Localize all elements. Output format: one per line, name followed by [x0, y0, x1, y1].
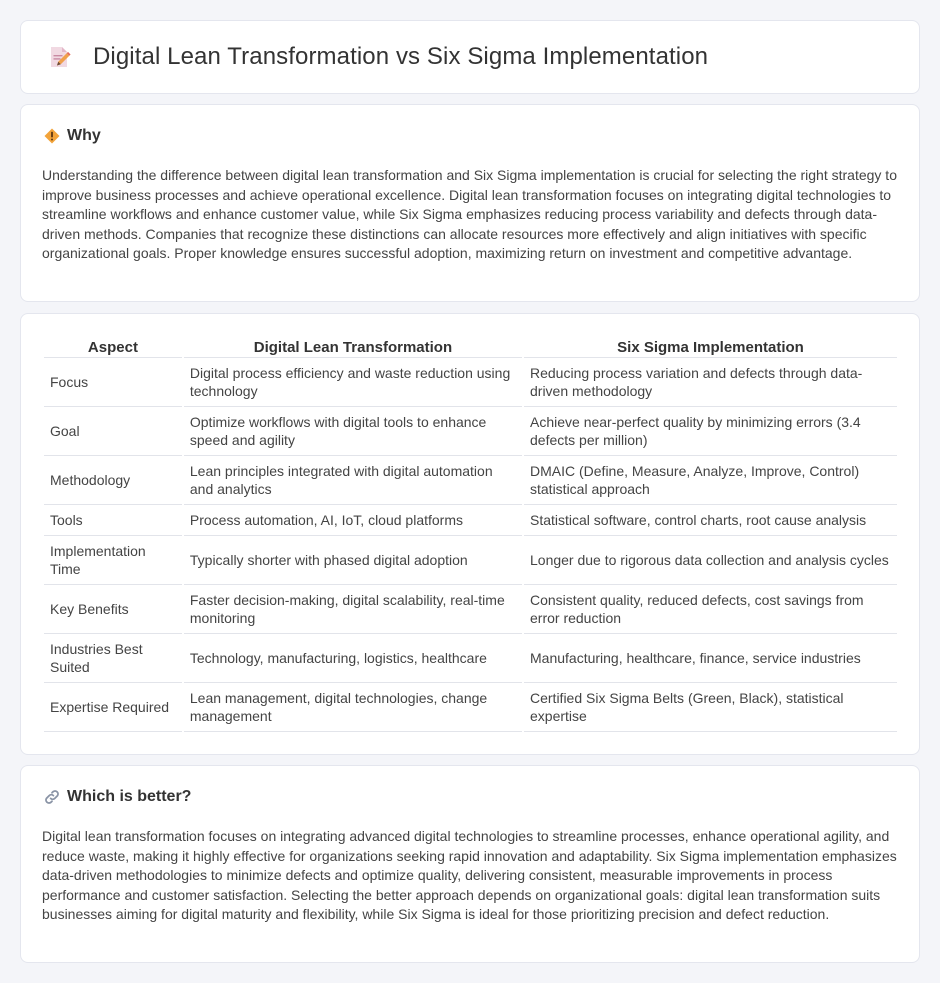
- comparison-table: [42, 336, 899, 732]
- cell-aspect: Tools: [44, 505, 182, 536]
- cell-six-sigma: DMAIC (Define, Measure, Analyze, Improve, Control) statistical approach: [524, 456, 897, 505]
- cell-digital-lean: Technology, manufacturing, logistics, healthcare: [184, 634, 522, 683]
- cell-digital-lean: Faster decision-making, digital scalability, real-time monitoring: [184, 585, 522, 634]
- diamond-warning-icon: [43, 127, 61, 145]
- cell-digital-lean: Optimize workflows with digital tools to enhance speed and agility: [184, 407, 522, 456]
- cell-aspect: Goal: [44, 407, 182, 456]
- cell-aspect: Focus: [44, 358, 182, 407]
- cell-aspect: Methodology: [44, 456, 182, 505]
- cell-six-sigma: Certified Six Sigma Belts (Green, Black), statistical expertise: [524, 683, 897, 732]
- table-row: [44, 505, 897, 536]
- cell-digital-lean: Typically shorter with phased digital adoption: [184, 536, 522, 585]
- cell-six-sigma: Statistical software, control charts, root cause analysis: [524, 505, 897, 536]
- table-row: [44, 585, 897, 634]
- document-pencil-icon: [47, 45, 71, 69]
- why-card: [20, 104, 920, 302]
- page-title: Digital Lean Transformation vs Six Sigma Implementation: [93, 43, 709, 70]
- table-row: [44, 456, 897, 505]
- header-digital-lean: Digital Lean Transformation: [184, 336, 522, 358]
- cell-aspect: Key Benefits: [44, 585, 182, 634]
- cell-digital-lean: Lean principles integrated with digital automation and analytics: [184, 456, 522, 505]
- cell-digital-lean: Process automation, AI, IoT, cloud platforms: [184, 505, 522, 536]
- why-heading: [43, 127, 101, 145]
- better-heading: [43, 788, 191, 806]
- cell-six-sigma: Longer due to rigorous data collection and analysis cycles: [524, 536, 897, 585]
- better-title: Which is better?: [67, 788, 192, 805]
- header-six-sigma: Six Sigma Implementation: [524, 336, 897, 358]
- table-row: [44, 407, 897, 456]
- cell-six-sigma: Reducing process variation and defects through data-driven methodology: [524, 358, 897, 407]
- table-row: [44, 358, 897, 407]
- cell-six-sigma: Achieve near-perfect quality by minimizing errors (3.4 defects per million): [524, 407, 897, 456]
- header-card: [20, 20, 920, 94]
- table-header-row: [44, 336, 897, 358]
- table-row: [44, 536, 897, 585]
- cell-six-sigma: Manufacturing, healthcare, finance, service industries: [524, 634, 897, 683]
- why-text: Understanding the difference between digital lean transformation and Six Sigma implementation is crucial for selecting the right strategy to improve business processes and achieve operational excellence. Digital lean transformation focuses on integrating digital technologies to streamline workflows and enhance customer value, while Six Sigma emphasizes reducing process variability and defects through data-driven methods. Companies that recognize these distinctions can allocate resources more effectively and align initiatives with specific organizational goals. Proper knowledge ensures successful adoption, maximizing return on investment and competitive advantage.: [42, 167, 897, 262]
- better-card: [20, 765, 920, 963]
- cell-aspect: Expertise Required: [44, 683, 182, 732]
- table-row: [44, 634, 897, 683]
- link-icon: [43, 788, 61, 806]
- header-aspect: Aspect: [44, 336, 182, 358]
- cell-digital-lean: Lean management, digital technologies, change management: [184, 683, 522, 732]
- cell-six-sigma: Consistent quality, reduced defects, cost savings from error reduction: [524, 585, 897, 634]
- comparison-card: [20, 313, 920, 755]
- cell-aspect: Industries Best Suited: [44, 634, 182, 683]
- table-row: [44, 683, 897, 732]
- cell-aspect: Implementation Time: [44, 536, 182, 585]
- why-title: Why: [67, 127, 101, 144]
- better-text: Digital lean transformation focuses on integrating advanced digital technologies to streamline processes, enhance operational agility, and reduce waste, making it highly effective for organizations seeking rapid innovation and adaptability. Six Sigma implementation emphasizes data-driven methodologies to minimize defects and optimize quality, delivering consistent, measurable improvements in process performance and customer satisfaction. Selecting the better approach depends on organizational goals: digital lean transformation suits businesses aiming for digital maturity and flexibility, while Six Sigma is ideal for those prioritizing precision and defect reduction.: [42, 828, 897, 923]
- cell-digital-lean: Digital process efficiency and waste reduction using technology: [184, 358, 522, 407]
